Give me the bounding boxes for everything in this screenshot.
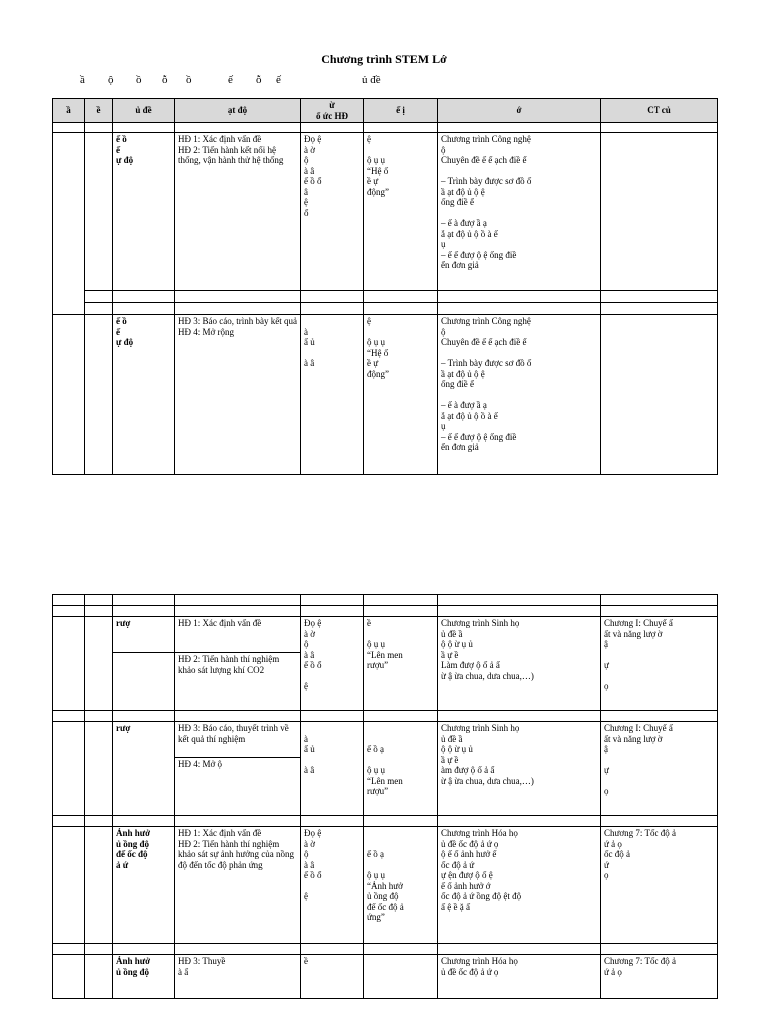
link-cell: Chương trình Sinh họ ủ đề ầ ộ ộ ừ ụ ủ ầ ự ề Làm đượ ộ ố ả ẩ ừ ậ ừa chua, dưa chua,…) bbox=[438, 617, 601, 711]
old-program-cell bbox=[601, 315, 718, 475]
subtitle-fragment: ồ bbox=[186, 74, 192, 86]
form-cell: Đọ ệ à ờ ộ à â ế ồ ổ â ệ ổ bbox=[301, 133, 364, 291]
spacer-row bbox=[53, 944, 718, 955]
document-title: Chương trình STEM Lớ bbox=[321, 52, 447, 66]
spacer-row bbox=[53, 123, 718, 133]
link-cell: Chương trình Công nghệ ộ Chuyên đề ế ế ạch điề ể – Trình bày được sơ đồ ố ầ ạt độ ủ ộ ệ ống điề ể – ế à đượ ầ ạ ắ ạt độ ủ ộ ồ à ế ụ – ế ế đượ ộ ệ ống điề ển đơn giả bbox=[438, 315, 601, 475]
header-cell: ạt độ bbox=[175, 99, 301, 123]
old-program-cell bbox=[601, 133, 718, 291]
table-header-row bbox=[53, 99, 718, 123]
activities-cell: HĐ 1: Xác định vấn đề HĐ 2: Tiến hành thí nghiệm khảo sát sự ảnh hưởng của nồng độ đến tốc độ phản ứng bbox=[175, 827, 301, 944]
table-row bbox=[53, 827, 718, 944]
header-cell: ầ bbox=[53, 99, 85, 123]
subtitle-fragment: ỗ bbox=[162, 74, 168, 86]
document-subtitle bbox=[80, 74, 680, 90]
old-program-cell: Chương 7: Tốc độ ả ứ ả ọ bbox=[601, 955, 718, 999]
product-cell: ệ ộ ụ ụ “Hệ ố ề ự động” bbox=[364, 133, 438, 291]
header-cell: ề bbox=[85, 99, 113, 123]
spacer-row bbox=[53, 291, 718, 303]
spacer-row bbox=[53, 606, 718, 617]
topic-cell: rượ bbox=[113, 617, 175, 653]
link-cell: Chương trình Hóa họ ủ đề ốc độ ả ứ ọ ộ ế ố ảnh hưở ế ốc độ ả ứ ự ện đượ ộ ố ệ ế ố ảnh hưở ớ ốc độ ả ứ ồng độ ệt độ ấ ệ ề ặ ấ bbox=[438, 827, 601, 944]
topic-cell: rượ bbox=[113, 722, 175, 816]
stem-plan-table-2 bbox=[52, 594, 718, 999]
header-cell: ừ ổ ức HĐ bbox=[301, 99, 364, 123]
header-cell: CT củ bbox=[601, 99, 718, 123]
activities-cell: HĐ 3: Báo cáo, thuyết trình về kết quả thí nghiệm bbox=[175, 722, 301, 758]
product-cell bbox=[364, 955, 438, 999]
topic-cell: Ảnh hưở ủ ồng độ bbox=[113, 955, 175, 999]
subtitle-fragment: ỗ bbox=[256, 74, 262, 86]
activities-cell: HĐ 4: Mở ộ bbox=[175, 758, 301, 816]
product-cell: ế ồ ạ ộ ụ ụ “Ảnh hưở ủ ồng độ đế ốc độ ả ứng” bbox=[364, 827, 438, 944]
old-program-cell: Chương I: Chuyể ấ ất và năng lượ ờ ậ ự ọ bbox=[601, 617, 718, 711]
table-row bbox=[53, 315, 718, 475]
link-cell: Chương trình Hóa họ ủ đề ốc độ ả ứ ọ bbox=[438, 955, 601, 999]
old-program-cell: Chương 7: Tốc độ ả ứ ả ọ ốc độ ả ứ ọ bbox=[601, 827, 718, 944]
stem-plan-table-1 bbox=[52, 98, 718, 475]
link-cell: Chương trình Công nghệ ộ Chuyên đề ế ế ạch điề ể – Trình bày được sơ đồ ố ầ ạt độ ủ ộ ệ ống điề ể – ế à đượ ầ ạ ắ ạt độ ủ ộ ồ à ế ụ – ế ế đượ ộ ệ ống điề ển đơn giả bbox=[438, 133, 601, 291]
spacer-row bbox=[53, 816, 718, 827]
subtitle-fragment: ầ bbox=[80, 74, 85, 86]
table-row bbox=[53, 955, 718, 999]
activities-cell: HĐ 1: Xác định vấn đề HĐ 2: Tiến hành kết nối hệ thống, vận hành thử hệ thống bbox=[175, 133, 301, 291]
table-row bbox=[53, 617, 718, 653]
activities-cell: HĐ 3: Thuyề à ẩ bbox=[175, 955, 301, 999]
header-cell: ớ bbox=[438, 99, 601, 123]
spacer-row bbox=[53, 711, 718, 722]
subtitle-fragment: ộ bbox=[108, 74, 114, 86]
link-cell: Chương trình Sinh họ ủ đề ầ ộ ộ ừ ụ ủ ầ ự ề àm đượ ộ ố ả ẩ ừ ậ ừa chua, dưa chua,…) bbox=[438, 722, 601, 816]
activities-cell: HĐ 3: Báo cáo, trình bày kết quả HĐ 4: Mở rộng bbox=[175, 315, 301, 475]
product-cell: ệ ộ ụ ụ “Hệ ố ề ự động” bbox=[364, 315, 438, 475]
subtitle-fragment: ủ đề bbox=[362, 74, 381, 86]
form-cell: à ẩ ủ à â bbox=[301, 722, 364, 816]
activities-cell: HĐ 2: Tiến hành thí nghiệm khảo sát lượng khí CO2 bbox=[175, 653, 301, 711]
header-cell: ế ị bbox=[364, 99, 438, 123]
spacer-row bbox=[53, 303, 718, 315]
product-cell: ế ồ ạ ộ ụ ụ “Lên men rượu” bbox=[364, 722, 438, 816]
product-cell: ề ộ ụ ụ “Lên men rượu” bbox=[364, 617, 438, 711]
activities-cell: HĐ 1: Xác định vấn đề bbox=[175, 617, 301, 653]
spacer-row bbox=[53, 595, 718, 606]
form-cell: ề bbox=[301, 955, 364, 999]
form-cell: à ẩ ủ à â bbox=[301, 315, 364, 475]
table-row bbox=[53, 722, 718, 758]
form-cell: Đọ ệ à ờ ộ à â ế ồ ổ ệ bbox=[301, 827, 364, 944]
subtitle-fragment: ế bbox=[228, 74, 233, 86]
header-cell: ủ đề bbox=[113, 99, 175, 123]
topic-cell: Ảnh hưở ủ ồng độ đế ốc độ ả ứ bbox=[113, 827, 175, 944]
table-row bbox=[53, 133, 718, 291]
form-cell: Đọ ệ à ờ ộ à â ế ồ ổ ệ bbox=[301, 617, 364, 711]
subtitle-fragment: ồ bbox=[136, 74, 142, 86]
topic-cell: ế ồ ế ự độ bbox=[113, 133, 175, 291]
topic-cell: ế ồ ế ự độ bbox=[113, 315, 175, 475]
old-program-cell: Chương I: Chuyể ấ ất và năng lượ ờ ậ ự ọ bbox=[601, 722, 718, 816]
subtitle-fragment: ế bbox=[276, 74, 281, 86]
